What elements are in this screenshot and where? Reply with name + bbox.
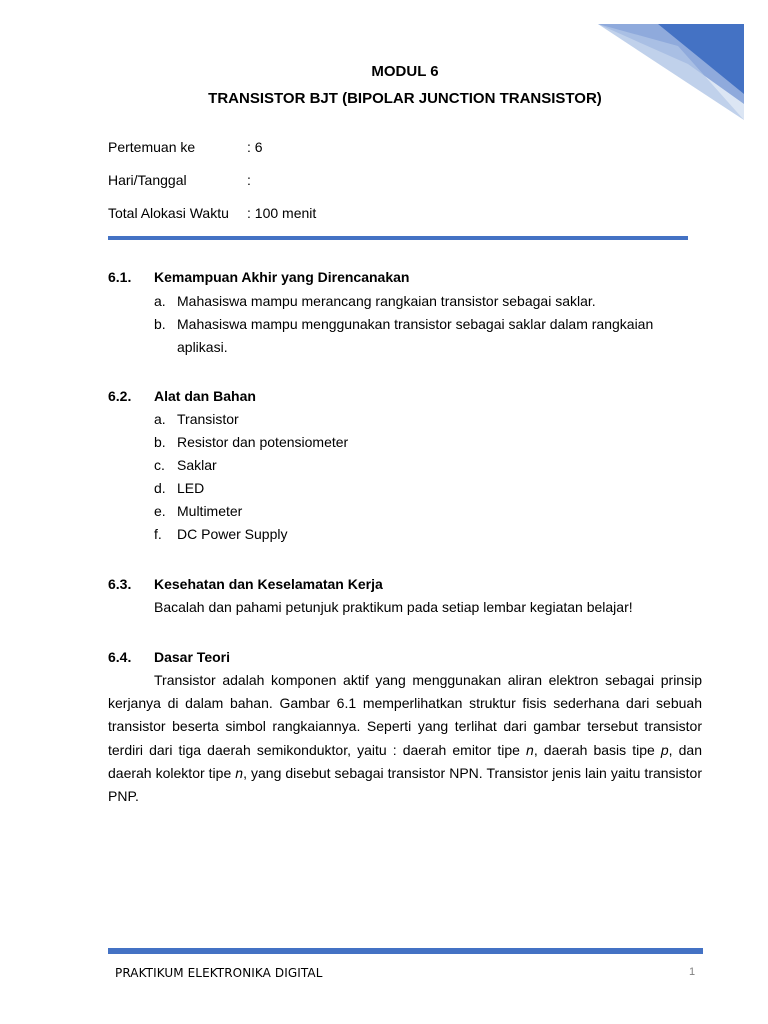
meta-value: : 6 xyxy=(247,139,263,155)
meta-label: Pertemuan ke xyxy=(108,139,196,155)
list-marker: a. xyxy=(154,293,166,309)
section-number: 6.4. xyxy=(108,649,132,665)
meta-label: Total Alokasi Waktu xyxy=(108,205,229,221)
list-text: Mahasiswa mampu merancang rangkaian transistor sebagai saklar. xyxy=(177,293,596,309)
list-marker: d. xyxy=(154,480,166,496)
list-text: Multimeter xyxy=(177,503,243,519)
module-title: TRANSISTOR BJT (BIPOLAR JUNCTION TRANSISTOR) xyxy=(208,90,602,107)
paragraph-text: , yang disebut sebagai transistor NPN. Transistor jenis lain yaitu transistor PNP. xyxy=(108,764,703,805)
section-body: Bacalah dan pahami petunjuk praktikum pada setiap lembar kegiatan belajar! xyxy=(154,599,633,615)
meta-label: Hari/Tanggal xyxy=(108,172,187,188)
section-number: 6.1. xyxy=(108,269,132,285)
list-marker: f. xyxy=(154,526,162,542)
footer-course-name: PRAKTIKUM ELEKTRONIKA DIGITAL xyxy=(115,966,323,980)
list-marker: c. xyxy=(154,457,165,473)
list-marker: a. xyxy=(154,411,166,427)
list-text: DC Power Supply xyxy=(177,526,288,542)
list-text: Mahasiswa mampu menggunakan transistor sebagai saklar dalam rangkaian xyxy=(177,316,654,332)
section-title: Kesehatan dan Keselamatan Kerja xyxy=(154,576,383,592)
theory-paragraph xyxy=(108,669,702,808)
section-title: Dasar Teori xyxy=(154,649,230,665)
module-number: MODUL 6 xyxy=(371,63,439,80)
paragraph-italic: n xyxy=(526,741,534,758)
section-number: 6.2. xyxy=(108,388,132,404)
section-number: 6.3. xyxy=(108,576,132,592)
paragraph-italic: n xyxy=(235,764,244,781)
list-text: Resistor dan potensiometer xyxy=(177,434,349,450)
meta-value: : xyxy=(247,172,251,188)
list-marker: b. xyxy=(154,316,166,332)
list-marker: e. xyxy=(154,503,166,519)
list-text: aplikasi. xyxy=(177,339,228,355)
paragraph-text: , dan daerah kolektor tipe xyxy=(108,741,703,781)
meta-value: : 100 menit xyxy=(247,205,317,221)
footer-divider xyxy=(108,948,703,954)
paragraph-text: , daerah basis tipe xyxy=(533,741,661,758)
list-text: Transistor xyxy=(177,411,239,427)
section-title: Kemampuan Akhir yang Direncanakan xyxy=(154,269,410,285)
list-marker: b. xyxy=(154,434,166,450)
page-number: 1 xyxy=(689,966,696,978)
paragraph-text: Transistor adalah komponen aktif yang menggunakan aliran elektron sebagai prinsip kerjanya di dalam bahan. Gambar 6.1 memperlihatkan struktur fisis sederhana dari sebuah transistor beserta simbol rangkaiannya. Seperti yang terlihat dari gambar tersebut transistor terdiri dari tiga daerah semikonduktor, yaitu : daerah emitor tipe xyxy=(108,672,702,758)
section-title: Alat dan Bahan xyxy=(154,388,256,404)
list-text: LED xyxy=(177,480,205,496)
list-text: Saklar xyxy=(177,457,217,473)
header-divider xyxy=(108,236,688,240)
paragraph-italic: p xyxy=(660,741,669,758)
